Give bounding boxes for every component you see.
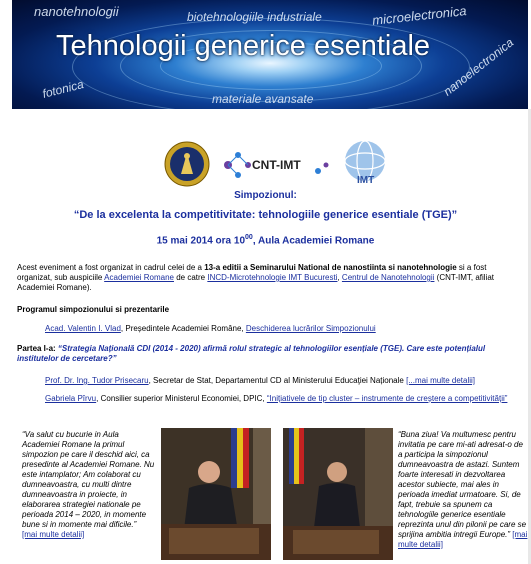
quote-left-text: “Va salut cu bucurie in Aula Academiei Romane la primul simpozion pe care il deschid aici, ca presedinte al Academiei Romane. Nu este intamplator; Am colaborat cu dumneavoastra, cu multi dintre dumneavoastra in proiecte, in elaborarea strategiei nationale pe perioada 2014 – 2020, in momente bune si in momente mai dificile.” [22, 430, 155, 529]
intro-bold: 13-a editii a Seminarului National de nanostiinta si nanotehnologie [204, 263, 457, 272]
part1-label: Partea I-a: [17, 344, 58, 353]
event-label: Simpozionul: [234, 190, 297, 201]
quote-left-more-link[interactable]: [mai multe detalii] [22, 530, 85, 539]
banner-word-fotonica: fotonica [40, 77, 86, 101]
banner-title: Tehnologii generice esentiale [56, 30, 431, 62]
event-date-tail: , Aula Academiei Romane [252, 235, 375, 247]
speaker-role: , Secretar de Stat, Departamentul CD al Ministerului Educaţiei Naționale [148, 376, 407, 385]
program-item [45, 324, 515, 334]
intro-text: si a fost organizat, sub auspiciile [17, 263, 487, 282]
speaker-role: , Președintele Academiei Române, [120, 324, 246, 333]
event-headline: “De la excelenta la competitivitate: tehnologiile generice esentiale (TGE)” [73, 209, 458, 221]
presentation-link[interactable]: “Inițiativele de tip cluster – instrumente de creștere a competitivității” [266, 394, 508, 403]
banner-word-nanotehnologii: nanotehnologii [34, 4, 119, 19]
cnt-imt-logo-text: CNT-IMT [252, 158, 301, 172]
academy-logo[interactable] [164, 141, 210, 187]
link-centrul-nanotehnologii[interactable]: Centrul de Nanotehnologii [341, 273, 435, 282]
program-item [45, 394, 511, 404]
program-heading: Programul simpozionului si prezentarile [17, 305, 170, 314]
intro-text: , [337, 273, 342, 282]
speaker-link[interactable]: Prof. Dr. Ing. Tudor Prisecaru [45, 376, 149, 385]
event-date [0, 234, 531, 246]
banner-word-materiale: materiale avansate [212, 92, 314, 106]
imt-logo[interactable] [343, 139, 387, 187]
quote-right-text: “Buna ziua! Va multumesc pentru invitatia pe care mi-ati adresat-o de a participa la simpozionul dumneavoastra de astazi. Suntem foarte interesati in dezvoltarea acestor subiecte, mai ales in perioada imediat urmatoare. Si, de fapt, trebuie sa spunem ca tehnologiile generice esentiale reprezinta unul din pilonii pe care se sprijina ambitia intregii Europe.” [398, 430, 527, 539]
link-imt-bucuresti[interactable]: INCD-Microtehnologie IMT Bucuresti [207, 273, 338, 282]
speaker-photo-left [161, 428, 271, 560]
intro-text: (CNT-IMT, afiliat Academiei Romane). [17, 273, 494, 292]
imt-logo-text: IMT [357, 175, 375, 186]
link-academiei-romane[interactable]: Academiei Romane [104, 273, 174, 282]
part1-title: “Strategia Națională CDI (2014 - 2020) afirmă rolul strategic al tehnologiilor esențiale (TGE). Care este potențialul institutelor de cercetare?” [17, 344, 486, 363]
speaker-role: , Consilier superior Ministerul Economiei, DPIC, [96, 394, 267, 403]
more-details-link[interactable]: [...mai multe detalii] [406, 376, 475, 385]
header-banner [12, 0, 528, 109]
banner-word-biotehnologii: biotehnologiile industriale [187, 10, 322, 24]
speaker-link[interactable]: Acad. Valentin I. Vlad [45, 324, 121, 333]
presentation-link[interactable]: Deschiderea lucrărilor Simpozionului [245, 324, 376, 333]
banner-word-microelectronica: microelectronica [371, 3, 468, 28]
intro-text: Acest eveniment a fost organizat in cadrul celei de a [17, 263, 205, 272]
program-item [45, 376, 515, 386]
intro-text: de catre [173, 273, 208, 282]
quote-right-more-link[interactable]: [mai multe detalii] [398, 530, 528, 549]
event-date-sup: 00 [245, 234, 253, 241]
speaker-photo-right [283, 428, 393, 560]
banner-word-nanoelectronica: nanoelectronica [440, 35, 517, 99]
logo-row [0, 139, 531, 189]
event-date-main: 15 mai 2014 ora 10 [156, 235, 246, 247]
cnt-imt-logo[interactable] [218, 145, 338, 185]
quote-left [22, 430, 158, 540]
intro-paragraph [17, 263, 523, 293]
quote-right [398, 430, 528, 550]
part1-heading [17, 344, 523, 364]
speaker-link[interactable]: Gabriela Pîrvu [45, 394, 97, 403]
